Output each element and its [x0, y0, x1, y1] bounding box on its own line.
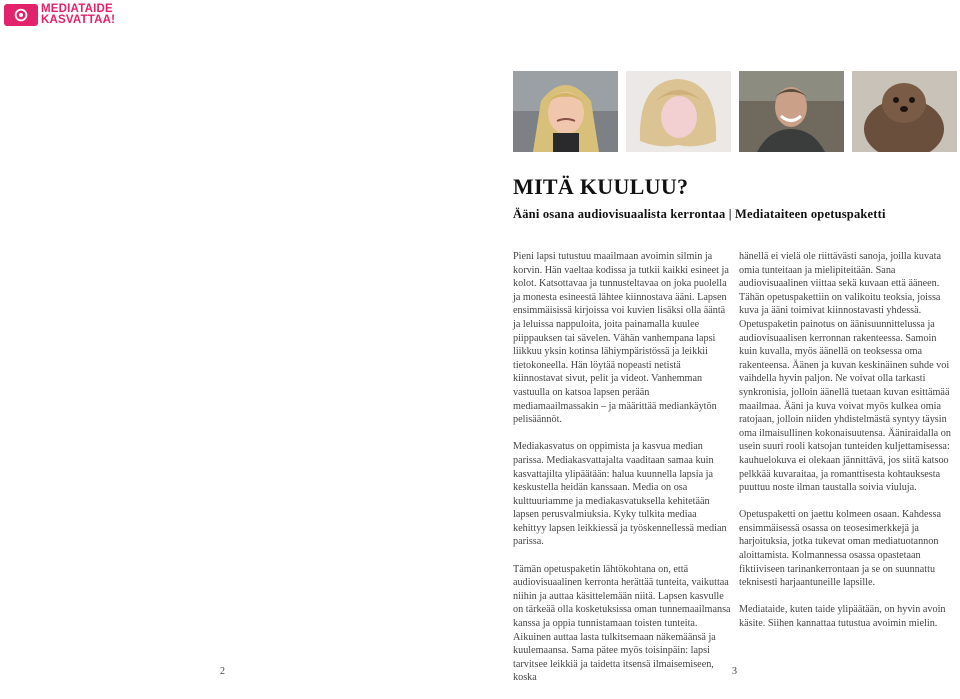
paragraph: Mediakasvatus on oppimista ja kasvua median parissa. Mediakasvattajalta vaaditaan samaa kuin kasvattajilta ylipäätään: halua kuunnella lapsia ja keskustella heidän kanssaan. Media on osa kulttuuriamme ja mediakasvatuksella kehitetään lapsen perusvalmiuksia. Kyky tulkita mediaa kehittyy lapsen leikkiessä ja työskennellessä median parissa. [513, 441, 727, 548]
paragraph: hänellä ei vielä ole riittävästi sanoja, joilla kuvata omia tunteitaan ja mielipiteitään. Sana audiovisuaalinen viittaa sekä kuvaan että ääneen. Tähän opetuspakettiin on valikoitu teoksia, joissa kuva ja ääni toimivat kiinnostavasti yhdessä. Opetuspaketin painotus on äänisuunnittelussa ja audiovisuaalisen kerronnan rakenteessa. Samoin kuin kuvalla, myös äänellä on teoksessa oma rakenteensa. Äänen ja kuvan keskinäinen suhde voi vaihdella hyvin paljon. Ne voivat olla tarkasti synkronisia, jolloin äänellä tuetaan kuvan esittämää maailmaa. Ääni ja kuva voivat myös kulkea omia ratojaan, jolloin niiden yhdistelmästä syntyy täysin oma ilmaisullinen kokonaisuutensa. Ääniraidalla on usein suuri rooli katsojan tunteiden kuljettamisessa: kauhuelokuva ei olekaan jännittävä, jos siitä katsoo pelkkää kuvaraitaa, ja romanttisesta kohtauksesta puuttuu noste ilman taustalla soivia viuluja. [739, 251, 951, 494]
paragraph: Mediataide, kuten taide ylipäätään, on hyvin avoin käsite. Siihen kannattaa tutustua avoimin mielin. [739, 604, 946, 630]
paragraph: Opetuspaketti on jaettu kolmeen osaan. Kahdessa ensimmäisessä osassa on teosesimerkkejä ja harjoituksia, jotka tukevat oman mediatuotannon aloittamista. Kolmannessa osassa opastetaan fiktiiviseen tarinankerrontaan ja se on suunnattu teknisesti harjaantuneille lapsille. [739, 509, 941, 589]
photo-otter [852, 71, 957, 152]
paragraph: Pieni lapsi tutustuu maailmaan avoimin silmin ja korvin. Hän vaeltaa kodissa ja tutkii kaikki esineet ja kolot. Katsottavaa ja tunnusteltavaa on joka puolella ja monesta esineestä lähtee kiinnostava ääni. Lapsen ensimmäisissä kirjoissa voi kuvien lisäksi olla ääntä ja leluissa nappuloita, joita painamalla kuulee piippauksen tai sävelen. Vähän vanhempana lapsi liikkuu yksin kotinsa lähiympäristössä ja leikkii tietokoneella. Hän löytää nopeasti netistä kiinnostavat sivut, pelit ja videot. Vanhemman vastuulla on katsoa lapsen perään mediamaailmassakin – ja määrittää mediankäytön pelisäännöt. [513, 251, 729, 426]
page-number-right: 3 [732, 666, 737, 677]
page-number-left: 2 [220, 666, 225, 677]
text-column-left [513, 250, 731, 699]
page-title: MITÄ KUULUU? [513, 174, 689, 199]
page-subtitle: Ääni osana audiovisuaalista kerrontaa | Mediataiteen opetuspaketti [513, 207, 886, 221]
logo-line-2: KASVATTAA! [41, 14, 116, 26]
photo-doll [626, 71, 731, 152]
logo-badge-icon [4, 4, 38, 26]
photo-man [739, 71, 844, 152]
photo-strip [513, 71, 956, 152]
logo-line-1: MEDIATAIDE [41, 3, 113, 15]
photo-child [513, 71, 618, 152]
logo-wordmark [41, 4, 115, 26]
mediataide-logo [4, 4, 115, 26]
paragraph: Tämän opetuspaketin lähtökohtana on, että audiovisuaalinen kerronta herättää tunteita, vaikuttaa niihin ja auttaa käsittelemään niitä. Lapsen kasvulle on tärkeää olla kosketuksissa oman tunnemaailmansa kanssa ja oppia tunnistamaan toisten tunteita. Aikuinen auttaa lasta tulkitsemaan näkemäänsä ja kuulemaansa. Sama pätee myös toisinpäin: lapsi tarvitsee leikkiä ja taidetta itsensä ilmaisemiseen, koska [513, 563, 731, 684]
text-column-right [739, 250, 957, 644]
